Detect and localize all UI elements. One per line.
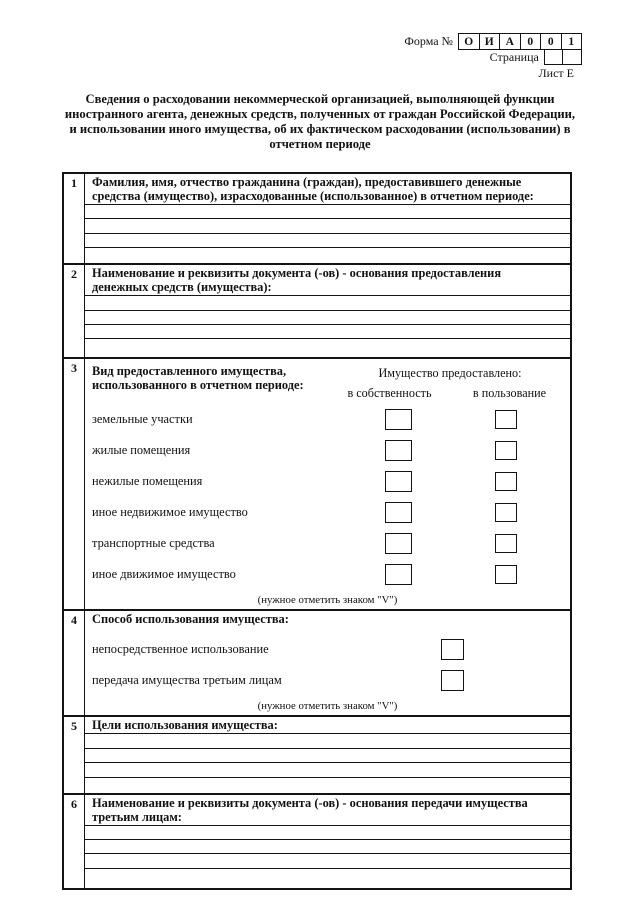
ownership-checkbox[interactable] — [385, 409, 412, 430]
blank-line[interactable] — [85, 763, 570, 777]
ownership-checkbox[interactable] — [385, 564, 412, 585]
usage-method-row — [85, 637, 570, 668]
section-heading: Вид предоставленного имущества, использованного в отчетном периоде: — [92, 364, 304, 393]
section-2 — [64, 263, 570, 357]
form-code-cell: 1 — [561, 34, 582, 49]
section-heading: Наименование и реквизиты документа (-ов) - основания предоставления денежных средств (имущества): — [85, 265, 570, 296]
usage-method-label: передача имущества третьим лицам — [92, 673, 282, 688]
blank-line[interactable] — [85, 749, 570, 763]
property-type-label: земельные участки — [92, 412, 193, 427]
property-type-label: жилые помещения — [92, 443, 191, 458]
form-number-label: Форма № — [404, 34, 453, 48]
ownership-checkbox[interactable] — [385, 440, 412, 461]
ownership-checkbox[interactable] — [385, 471, 412, 492]
form-code-cell: 0 — [540, 34, 561, 49]
blank-line[interactable] — [85, 840, 570, 854]
section-number: 4 — [64, 611, 85, 715]
section-5 — [64, 715, 570, 792]
blank-line[interactable] — [85, 869, 570, 888]
blank-line[interactable] — [85, 234, 570, 248]
section-number: 6 — [64, 795, 85, 888]
section-3 — [64, 357, 570, 609]
section-1 — [64, 174, 570, 263]
property-type-row — [85, 469, 570, 500]
page-number-row — [404, 50, 582, 65]
use-checkbox[interactable] — [495, 410, 517, 429]
use-checkbox[interactable] — [495, 441, 517, 460]
form-number-row — [404, 33, 582, 50]
usage-method-checkbox[interactable] — [441, 639, 464, 660]
property-type-row — [85, 531, 570, 562]
section-3-header — [85, 359, 570, 407]
section-number: 1 — [64, 174, 85, 263]
sheet-label: Лист Е — [538, 66, 574, 80]
ownership-checkbox[interactable] — [385, 502, 412, 523]
section-heading: Цели использования имущества: — [85, 717, 570, 734]
form-code-block — [404, 33, 582, 81]
property-type-label: иное недвижимое имущество — [92, 505, 248, 520]
page-label: Страница — [489, 50, 539, 64]
column-use-heading: в пользование — [472, 386, 547, 401]
page-number-cell[interactable] — [545, 50, 563, 64]
use-checkbox[interactable] — [495, 472, 517, 491]
property-type-row — [85, 438, 570, 469]
section-heading: Фамилия, имя, отчество гражданина (граждан), предоставившего денежные средства (имущество), израсходованные (использованное) в отчетном периоде: — [85, 174, 570, 205]
usage-method-label: непосредственное использование — [92, 642, 269, 657]
section-heading: Наименование и реквизиты документа (-ов) - основания передачи имущества третьим лицам: — [85, 795, 570, 826]
page-number-cells — [544, 50, 582, 65]
blank-line[interactable] — [85, 219, 570, 233]
usage-method-row — [85, 668, 570, 699]
form-title: Сведения о расходовании некоммерческой организацией, выполняющей функции иностранного агента, денежных средств, полученных от граждан Российской Федерации, и использовании иного имущества, об их фактическом расходовании (использовании) в отчетном периоде — [64, 92, 576, 151]
section-number: 2 — [64, 265, 85, 357]
form-code-cell: А — [499, 34, 520, 49]
property-type-label: иное движимое имущество — [92, 567, 236, 582]
blank-line[interactable] — [85, 248, 570, 263]
section-number: 5 — [64, 717, 85, 792]
blank-line[interactable] — [85, 826, 570, 840]
blank-line[interactable] — [85, 734, 570, 748]
mark-note: (нужное отметить знаком "V") — [257, 700, 398, 713]
property-type-label: нежилые помещения — [92, 474, 203, 489]
blank-line[interactable] — [85, 325, 570, 339]
page-number-cell[interactable] — [562, 50, 581, 64]
blank-line[interactable] — [85, 339, 570, 357]
property-type-label: транспортные средства — [92, 536, 215, 551]
blank-line[interactable] — [85, 778, 570, 793]
section-4 — [64, 609, 570, 715]
blank-line[interactable] — [85, 205, 570, 219]
form-code-cell: О — [464, 35, 474, 48]
use-checkbox[interactable] — [495, 503, 517, 522]
blank-line[interactable] — [85, 854, 570, 868]
property-type-row — [85, 407, 570, 438]
section-6 — [64, 793, 570, 888]
ownership-checkbox[interactable] — [385, 533, 412, 554]
use-checkbox[interactable] — [495, 534, 517, 553]
form-code-cells — [458, 33, 582, 50]
section-heading: Способ использования имущества: — [92, 612, 289, 627]
property-type-row — [85, 562, 570, 593]
property-type-row — [85, 500, 570, 531]
blank-line[interactable] — [85, 311, 570, 325]
blank-line[interactable] — [85, 296, 570, 310]
mark-note: (нужное отметить знаком "V") — [257, 594, 398, 607]
column-ownership-heading: в собственность — [347, 386, 432, 401]
form-code-cell: 0 — [520, 34, 541, 49]
form-code-cell: И — [479, 34, 500, 49]
form-table — [62, 172, 572, 890]
use-checkbox[interactable] — [495, 565, 517, 584]
columns-heading: Имущество предоставлено: — [378, 366, 522, 381]
section-number: 3 — [64, 359, 85, 609]
usage-method-checkbox[interactable] — [441, 670, 464, 691]
